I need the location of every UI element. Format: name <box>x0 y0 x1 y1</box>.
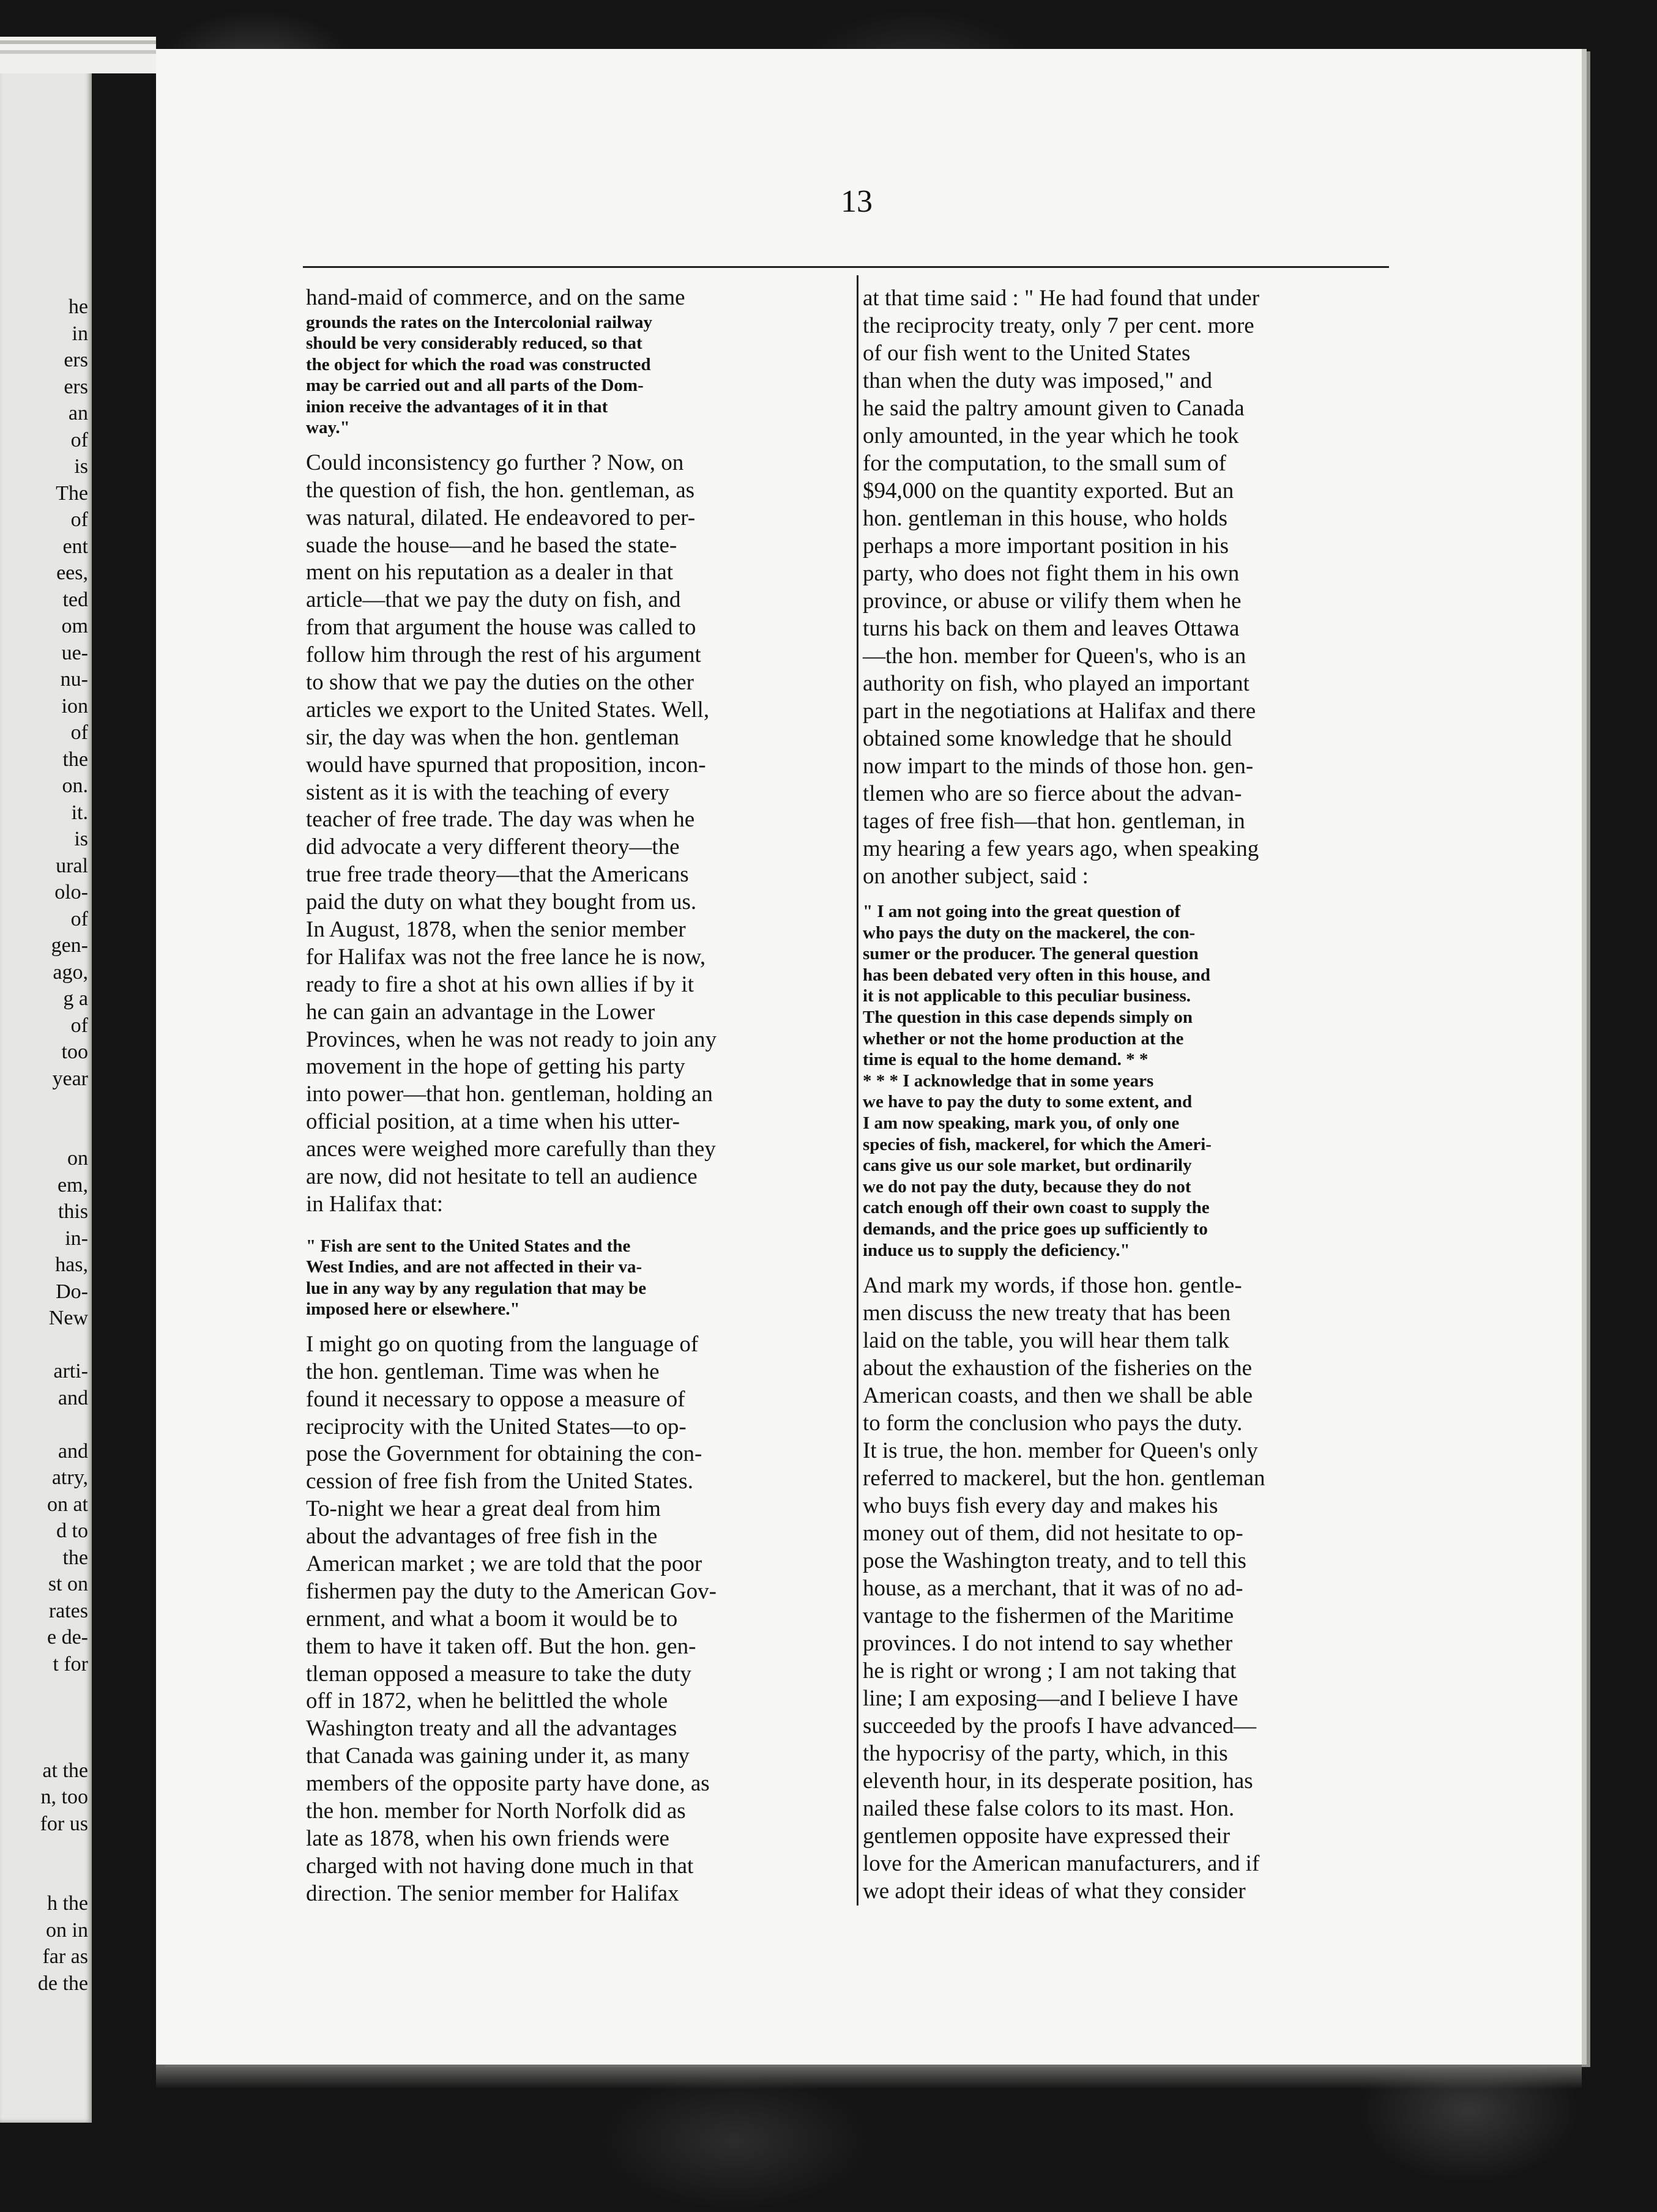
text-line: than when the duty was imposed," and <box>863 368 1213 393</box>
margin-fragment: for us <box>40 1812 88 1835</box>
text-line: my hearing a few years ago, when speaking <box>863 836 1259 861</box>
margin-fragment: of <box>70 907 88 930</box>
text-line: he is right or wrong ; I am not taking that <box>863 1658 1237 1684</box>
margin-fragment: of <box>70 1014 88 1037</box>
text-line: line; I am exposing—and I believe I have <box>863 1686 1238 1712</box>
text-line: In August, 1878, when the senior member <box>306 917 686 943</box>
header-rule <box>303 266 1389 268</box>
text-line: sir, the day was when the hon. gentleman <box>306 724 679 750</box>
right-column <box>863 284 1444 1905</box>
text-line: " I am not going into the great question of <box>863 902 1181 921</box>
margin-fragment: om <box>61 615 88 637</box>
text-line: reciprocity with the United States—to op- <box>306 1414 687 1439</box>
text-line: turns his back on them and leaves Ottawa <box>863 616 1240 641</box>
text-line: now impart to the minds of those hon. gen- <box>863 754 1254 779</box>
text-line: hand-maid of commerce, and on the same <box>306 285 685 310</box>
text-line: gentlemen opposite have expressed their <box>863 1824 1231 1849</box>
text-line: article—that we pay the duty on fish, and <box>306 587 681 613</box>
margin-fragment <box>0 1411 88 1438</box>
text-line: The question in this case depends simply on <box>863 1007 1193 1027</box>
text-line: $94,000 on the quantity exported. But an <box>863 478 1234 503</box>
text-line: * * * I acknowledge that in some years <box>863 1071 1154 1091</box>
text-line: for the computation, to the small sum of <box>863 451 1226 476</box>
margin-fragment: d to <box>56 1520 88 1542</box>
margin-fragment: ago, <box>53 960 88 984</box>
margin-fragment: atry, <box>51 1466 88 1489</box>
text-line: has been debated very often in this house, and <box>863 965 1210 985</box>
margin-fragment: is <box>74 455 88 478</box>
text-line: we have to pay the duty to some extent, and <box>863 1092 1193 1112</box>
text-line: grounds the rates on the Intercolonial railway <box>306 312 653 332</box>
text-line: I am now speaking, mark you, of only one <box>863 1113 1180 1133</box>
text-line: hon. gentleman in this house, who holds <box>863 506 1228 531</box>
text-line: charged with not having done much in that <box>306 1853 694 1879</box>
text-line: the question of fish, the hon. gentleman, as <box>306 477 695 503</box>
margin-fragment: ent <box>62 535 88 558</box>
margin-fragment: n, too <box>40 1786 88 1808</box>
text-line: province, or abuse or vilify them when he <box>863 588 1242 614</box>
text-line: the reciprocity treaty, only 7 per cent. more <box>863 313 1254 338</box>
facing-page-text <box>0 294 92 1997</box>
text-line: movement in the hope of getting his party <box>306 1054 685 1080</box>
facing-page-top-edge <box>0 37 156 73</box>
text-line: species of fish, mackerel, for which the Ameri- <box>863 1134 1212 1154</box>
text-line: follow him through the rest of his argument <box>306 642 701 668</box>
column-divider <box>857 275 858 1906</box>
text-line: direction. The senior member for Halifax <box>306 1880 679 1906</box>
margin-fragment: ers <box>64 349 88 371</box>
text-line: about the advantages of free fish in the <box>306 1524 658 1550</box>
text-line: —the hon. member for Queen's, who is an <box>863 644 1246 669</box>
paragraph-gap <box>306 1219 844 1236</box>
margin-fragment <box>0 1092 88 1119</box>
text-line: paid the duty on what they bought from us. <box>306 889 697 915</box>
text-line: eleventh hour, in its desperate position, has <box>863 1768 1253 1794</box>
text-line: may be carried out and all parts of the Dom- <box>306 376 644 396</box>
text-line: succeeded by the proofs I have advanced— <box>863 1713 1257 1739</box>
margin-fragment: gen- <box>51 934 88 957</box>
text-line: sumer or the producer. The general question <box>863 944 1199 964</box>
margin-fragment: he <box>68 295 88 318</box>
margin-fragment: ers <box>64 375 88 398</box>
text-line: to form the conclusion who pays the duty. <box>863 1411 1243 1436</box>
text-line: the hon. gentleman. Time was when he <box>306 1359 660 1384</box>
margin-fragment: of <box>70 721 88 744</box>
margin-fragment <box>0 1677 88 1704</box>
margin-fragment: rates <box>48 1599 88 1622</box>
margin-fragment: year <box>52 1067 88 1090</box>
margin-fragment: ion <box>61 694 88 718</box>
text-line: we do not pay the duty, because they do not <box>863 1176 1191 1197</box>
text-line: laid on the table, you will hear them talk <box>863 1328 1230 1354</box>
text-line: house, as a merchant, that it was of no ad- <box>863 1576 1243 1601</box>
text-line: the hypocrisy of the party, which, in this <box>863 1741 1228 1767</box>
margin-fragment: e de- <box>47 1626 88 1649</box>
text-line: lue in any way by any regulation that may be <box>306 1278 647 1298</box>
margin-fragment: on. <box>62 774 88 797</box>
text-line: It is true, the hon. member for Queen's only <box>863 1438 1258 1464</box>
paragraph-gap <box>863 890 1444 901</box>
facing-page-edge <box>0 37 92 2123</box>
text-line: I might go on quoting from the language of <box>306 1331 699 1357</box>
margin-fragment: arti- <box>53 1360 88 1382</box>
margin-fragment <box>0 1864 88 1891</box>
text-line: cession of free fish from the United States. <box>306 1469 693 1494</box>
text-line: catch enough off their own coast to supply the <box>863 1198 1210 1218</box>
text-line: would have spurned that proposition, incon- <box>306 752 706 778</box>
text-line: he said the paltry amount given to Canada <box>863 396 1245 421</box>
text-line: at that time said : " He had found that under <box>863 286 1260 311</box>
text-line: tlemen who are so fierce about the advan- <box>863 781 1242 806</box>
text-line: imposed here or elsewhere." <box>306 1299 520 1319</box>
text-line: ment on his reputation as a dealer in that <box>306 560 674 585</box>
text-line: pose the Government for obtaining the con- <box>306 1441 702 1467</box>
text-line: induce us to supply the deficiency." <box>863 1240 1130 1260</box>
text-line: for Halifax was not the free lance he is now, <box>306 944 706 970</box>
text-line: only amounted, in the year which he took <box>863 423 1239 448</box>
text-line: West Indies, and are not affected in their va- <box>306 1257 642 1277</box>
margin-fragment: de the <box>37 1972 88 1995</box>
text-line: Provinces, when he was not ready to join any <box>306 1026 717 1052</box>
text-line: referred to mackerel, but the hon. gentleman <box>863 1466 1265 1491</box>
paragraph-gap <box>306 439 844 450</box>
text-line: perhaps a more important position in his <box>863 533 1229 559</box>
text-line: should be very considerably reduced, so that <box>306 333 642 354</box>
margin-fragment: nu- <box>60 668 88 691</box>
text-line: who pays the duty on the mackerel, the con- <box>863 922 1196 943</box>
margin-fragment: at the <box>42 1759 88 1782</box>
margin-fragment <box>0 1332 88 1359</box>
margin-fragment <box>0 1837 88 1864</box>
text-line: fishermen pay the duty to the American Gov- <box>306 1578 717 1604</box>
text-line: cans give us our sole market, but ordinarily <box>863 1156 1192 1176</box>
margin-fragment: h the <box>47 1892 88 1915</box>
margin-fragment: has, <box>55 1253 88 1276</box>
margin-fragment: it. <box>71 801 88 824</box>
text-line: tleman opposed a measure to take the duty <box>306 1661 691 1687</box>
margin-fragment: ue- <box>61 641 88 664</box>
text-line: them to have it taken off. But the hon. gen- <box>306 1633 696 1659</box>
text-line: was natural, dilated. He endeavored to per- <box>306 505 696 530</box>
margin-fragment <box>0 1731 88 1757</box>
text-line: suade the house—and he based the state- <box>306 532 677 558</box>
text-line: ernment, and what a boom it would be to <box>306 1606 678 1631</box>
text-line: tages of free fish—that hon. gentleman, in <box>863 809 1245 834</box>
text-line: party, who does not fight them in his own <box>863 561 1240 586</box>
text-line: ances were weighed more carefully than they <box>306 1137 716 1162</box>
margin-fragment: the <box>62 1546 88 1569</box>
text-line: who buys fish every day and makes his <box>863 1493 1218 1519</box>
page-bottom-shadow <box>156 2065 1582 2089</box>
text-line: way." <box>306 418 350 438</box>
text-line: articles we export to the United States. Well, <box>306 697 710 722</box>
page-number: 13 <box>841 184 873 219</box>
text-line: authority on fish, who played an important <box>863 671 1249 696</box>
text-line: found it necessary to oppose a measure of <box>306 1386 685 1412</box>
margin-fragment: ural <box>56 854 88 877</box>
text-line: demands, and the price goes up sufficiently to <box>863 1219 1208 1239</box>
text-line: in Halifax that: <box>306 1191 443 1217</box>
text-line: of our fish went to the United States <box>863 341 1191 366</box>
text-line: true free trade theory—that the Americans <box>306 862 689 888</box>
text-line: obtained some knowledge that he should <box>863 726 1232 751</box>
text-line: Could inconsistency go further ? Now, on <box>306 450 684 475</box>
text-line: love for the American manufacturers, and if <box>863 1851 1260 1877</box>
text-line: nailed these false colors to its mast. Hon. <box>863 1796 1235 1822</box>
text-line: provinces. I do not intend to say whether <box>863 1631 1233 1657</box>
text-line: men discuss the new treaty that has been <box>863 1301 1231 1326</box>
margin-fragment: is <box>74 828 88 850</box>
margin-fragment: far as <box>42 1945 88 1968</box>
text-line: the hon. member for North Norfolk did as <box>306 1798 686 1824</box>
margin-fragment: on at <box>47 1493 88 1516</box>
text-line: money out of them, did not hesitate to op- <box>863 1521 1243 1546</box>
text-line: that Canada was gaining under it, as many <box>306 1743 690 1769</box>
margin-fragment: ted <box>62 588 88 611</box>
text-line: on another subject, said : <box>863 864 1089 889</box>
text-line: members of the opposite party have done, as <box>306 1771 710 1797</box>
text-line: time is equal to the home demand. * * <box>863 1050 1149 1070</box>
text-line: American coasts, and then we shall be able <box>863 1383 1253 1409</box>
text-line: Washington treaty and all the advantages <box>306 1716 677 1742</box>
margin-fragment <box>0 1704 88 1731</box>
paragraph-gap <box>863 1261 1444 1272</box>
margin-fragment: t for <box>53 1652 88 1676</box>
margin-fragment: an <box>68 402 88 425</box>
text-line: are now, did not hesitate to tell an audience <box>306 1164 698 1190</box>
text-line: he can gain an advantage in the Lower <box>306 999 655 1025</box>
margin-fragment: of <box>70 428 88 451</box>
margin-fragment: of <box>70 508 88 531</box>
margin-fragment: on <box>67 1147 88 1170</box>
margin-fragment: olo- <box>54 881 88 904</box>
text-line: American market ; we are told that the poor <box>306 1551 702 1576</box>
text-line: to show that we pay the duties on the other <box>306 670 694 696</box>
margin-fragment: this <box>58 1200 88 1223</box>
text-line: about the exhaustion of the fisheries on the <box>863 1356 1253 1381</box>
margin-fragment <box>0 1119 88 1146</box>
left-column <box>306 284 844 1908</box>
text-line: off in 1872, when he belittled the whole <box>306 1688 668 1714</box>
margin-fragment: em, <box>57 1173 88 1197</box>
margin-fragment: Do- <box>56 1280 88 1303</box>
margin-fragment: g a <box>63 987 88 1010</box>
text-line: official position, at a time when his utter- <box>306 1109 680 1135</box>
margin-fragment: in <box>72 322 88 345</box>
margin-fragment: and <box>58 1386 88 1409</box>
margin-fragment: too <box>61 1041 88 1063</box>
text-line: sistent as it is with the teaching of every <box>306 779 669 805</box>
text-line: into power—that hon. gentleman, holding an <box>306 1082 713 1107</box>
margin-fragment: in- <box>65 1227 88 1250</box>
text-line: And mark my words, if those hon. gentle- <box>863 1273 1242 1299</box>
text-line: part in the negotiations at Halifax and there <box>863 699 1256 724</box>
text-line: To-night we hear a great deal from him <box>306 1496 661 1522</box>
text-line: ready to fire a shot at his own allies if by it <box>306 971 694 997</box>
margin-fragment: st on <box>48 1573 88 1595</box>
margin-fragment: The <box>56 481 88 505</box>
text-line: from that argument the house was called to <box>306 615 696 640</box>
text-line: vantage to the fishermen of the Maritime <box>863 1603 1234 1629</box>
text-line: late as 1878, when his own friends were <box>306 1825 669 1851</box>
paragraph-gap <box>306 1320 844 1331</box>
margin-fragment: on in <box>46 1918 88 1942</box>
text-line: inion receive the advantages of it in that <box>306 396 608 417</box>
margin-fragment: New <box>48 1307 88 1329</box>
text-line: did advocate a very different theory—the <box>306 834 680 860</box>
text-line: whether or not the home production at the <box>863 1028 1184 1048</box>
text-line: teacher of free trade. The day was when he <box>306 807 695 833</box>
margin-fragment: and <box>58 1439 88 1463</box>
text-line: we adopt their ideas of what they consider <box>863 1879 1246 1904</box>
text-line: it is not applicable to this peculiar business. <box>863 986 1191 1006</box>
text-line: " Fish are sent to the United States and the <box>306 1236 631 1256</box>
text-line: the object for which the road was constructed <box>306 354 651 374</box>
margin-fragment: ees, <box>56 562 88 584</box>
text-line: pose the Washington treaty, and to tell this <box>863 1548 1246 1574</box>
margin-fragment: the <box>62 748 88 771</box>
